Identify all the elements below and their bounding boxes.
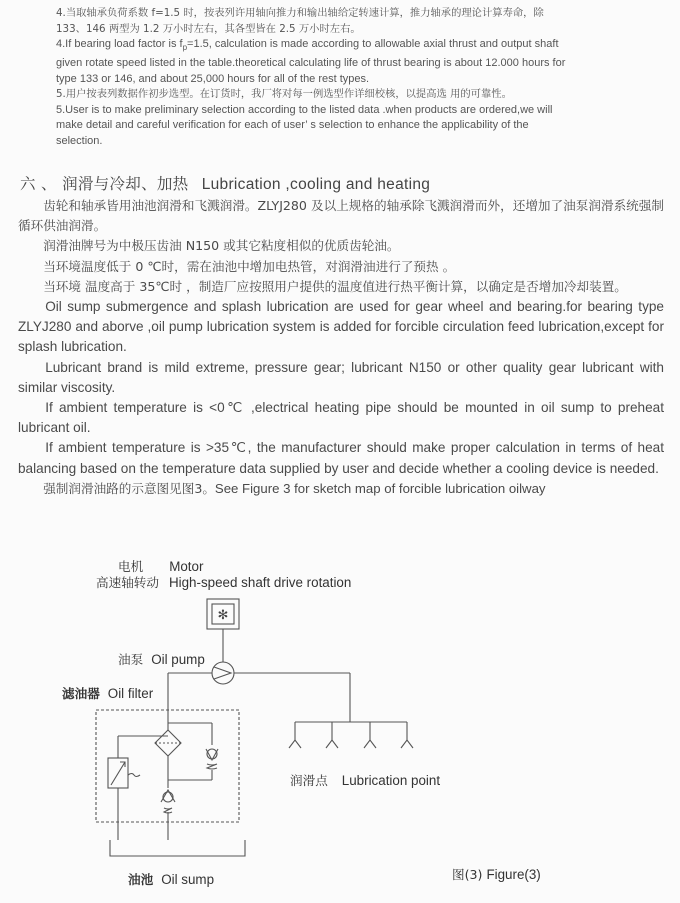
section-heading [20,172,670,194]
body-en-para1: Oil sump submergence and splash lubrication are used for gear wheel and bearing.for bearing type ZLYJ280 and aborve ,oil pump lubrication system is added for forcible circulation feed lubrication,except for splash lubrication. [18,299,664,355]
lubrication-point-label-en: Lubrication point [341,773,441,788]
pump-label-en: Oil pump [151,652,205,667]
note4-en-line3: type 133 or 146, and about 25,000 hours for all of the rest types. [56,72,370,85]
oilway-schematic [0,540,680,903]
note4-en-line1-b: =1.5, calculation is made according to allowable axial thrust and output shaft [187,38,559,51]
filter-label-cn: 滤油器 [62,686,100,701]
oil-sump-icon [110,840,245,856]
body-cn-para3: 当环境温度低于 0 ℃时，需在油池中增加电热管，对润滑油进行了预热 。 [43,258,456,274]
oil-filter-icon [155,730,181,756]
motor-label-en: Motor [169,559,204,574]
note5-en-line2: make detail and careful verification for each of user’ s selection to enhance the applicability of the [56,119,529,132]
shaft-label-en: High-speed shaft drive rotation [168,575,352,590]
lubrication-nozzles [289,722,413,748]
figure-reference-en: See Figure 3 for sketch map of forcible lubrication oilway [214,480,546,496]
body-en-para3: If ambient temperature is <0℃ ,electrical heating pipe should be mounted in oil sump to preheat lubricant oil. [18,400,664,436]
note4-cn-line2: 133、146 两型为 1.2 万小时左右，其各型皆在 2.5 万小时左右。 [56,22,361,35]
figure-caption-cn: 图(3) [452,867,483,882]
body-cn-para1: 齿轮和轴承皆用油池润滑和飞溅润滑。ZLYJ280 及以上规格的轴承除飞溅润滑而外，还增加了油泵润滑系统强制循环供油润滑。 [18,198,664,234]
body-cn-para2: 润滑油牌号为中极压齿油 N150 或其它粘度相似的优质齿轮油。 [43,238,400,254]
note4-en-line1-a: 4.If bearing load factor is f [56,38,183,51]
motor-symbol [207,599,239,629]
body-en-para2: Lubricant brand is mild extreme, pressure gear; lubricant N150 or other quality gear lubricant with similar viscosity. [18,359,664,395]
body-en-para4: If ambient temperature is >35℃, the manufacturer should make proper calculation in terms of heat balancing based on the temperature data supplied by user and decide whether a cooling device is needed. [18,440,664,476]
note4-en-line1 [56,37,660,56]
filter-label-en: Oil filter [107,686,154,701]
note4-en-line2: given rotate speed listed in the table.theoretical calculating life of thrust bearing is about 12.000 hours for [56,56,566,69]
figure-caption-en: Figure(3) [486,867,541,882]
oil-pump-icon [212,662,234,684]
motor-label-cn: 电机 [118,559,144,574]
lubrication-point-label-cn: 润滑点 [290,773,328,788]
note5-en-line3: selection. [56,134,103,147]
lubrication-diagram [0,540,680,903]
section-number: 六 、 [20,175,57,193]
body-cn-para4: 当环境 温度高于 35℃时 ，制造厂应按照用户提供的温度值进行热平衡计算，以确定是否增加冷却装置。 [43,278,627,294]
shaft-label-cn: 高速轴转动 [96,575,159,590]
figure-reference-cn: 强制润滑油路的示意图见图3。 [43,480,215,496]
section-title-en: Lubrication ,cooling and heating [201,176,431,193]
pump-label-cn: 油泵 [118,652,144,667]
note5-cn-line1: 5.用户按表列数据作初步选型。在订货时，我厂将对每一例选型作详细校核，以提高选 用的可靠性。 [56,88,512,101]
relief-valve-icon [108,758,140,788]
figure-reference [18,479,664,499]
top-notes [56,6,660,150]
note4-en-subscript: p [182,43,188,53]
sump-label-en: Oil sump [161,872,215,887]
motor-fan-icon: ✻ [217,608,229,623]
body-text [18,196,664,499]
note5-en-line1: 5.User is to make preliminary selection according to the listed data .when products are ordered,we will [56,103,553,116]
note4-cn-line1: 4.当取轴承负荷系数 f=1.5 时，按表列许用轴向推力和输出轴给定转速计算，推力轴承的理论计算寿命，除 [56,7,544,19]
check-valve-icon [161,790,175,840]
sump-label-cn: 油池 [128,872,154,887]
section-title-cn: 润滑与冷却、加热 [62,175,189,193]
bypass-valve-icon [206,749,218,769]
